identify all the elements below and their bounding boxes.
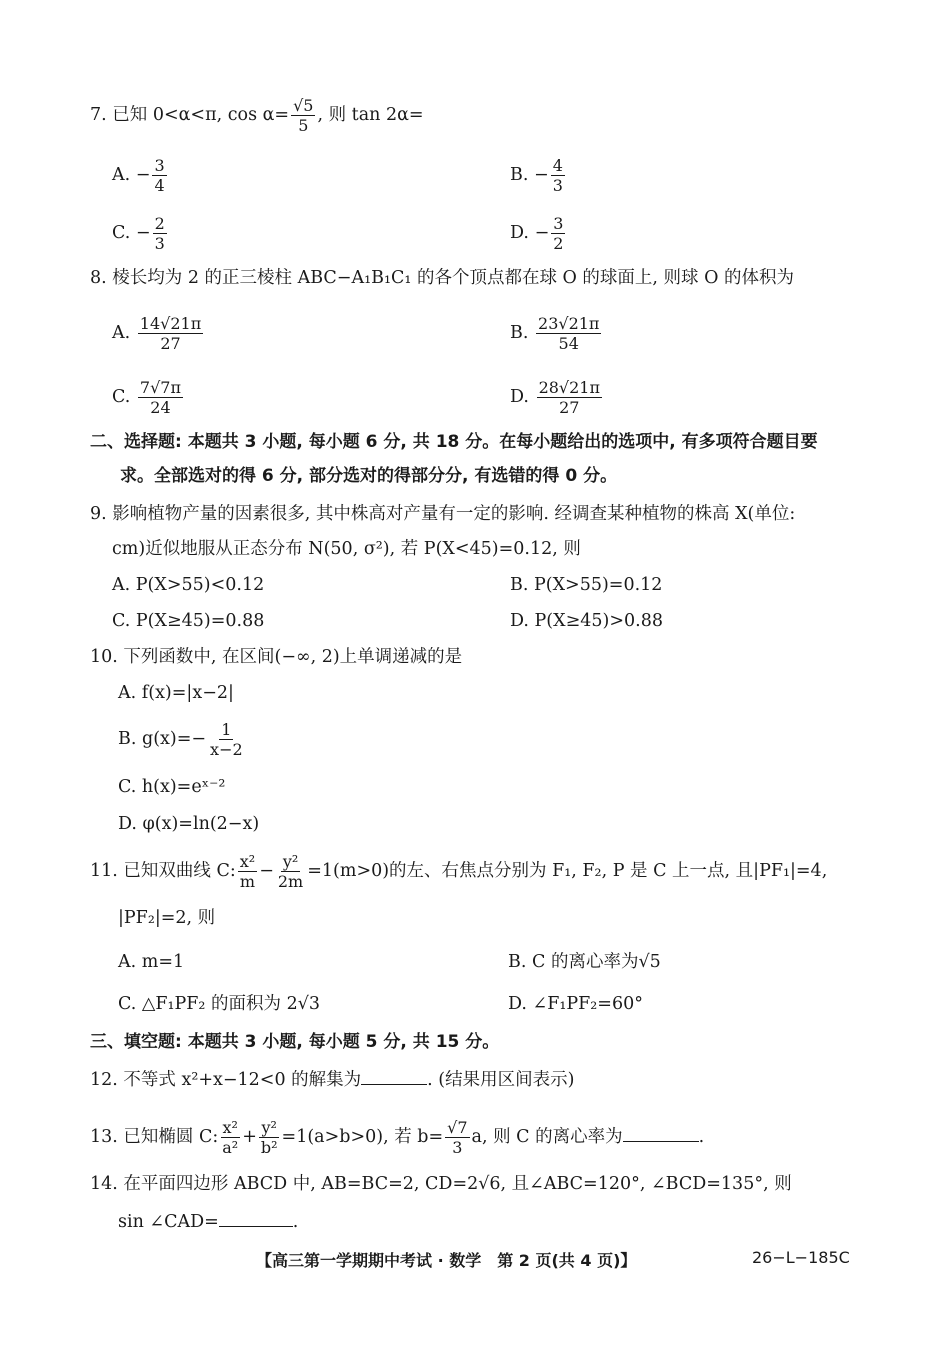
q7-stem-b: , 则 tan 2α= <box>317 105 424 125</box>
q9-stem-line1: 9. 影响植物产量的因素很多, 其中株高对产量有一定的影响. 经调查某种植物的株高 X(单位: <box>90 504 796 524</box>
q7-b-frac <box>551 156 565 195</box>
q11-option-a: A. m=1 <box>118 952 185 972</box>
q13-f1-num: x² <box>222 1118 238 1137</box>
q10-b-prefix: B. g(x)=− <box>118 729 207 749</box>
q11-minus: − <box>259 861 274 881</box>
q13-stem-d: . <box>698 1127 705 1147</box>
q13-stem-a: 13. 已知椭圆 C: <box>90 1127 219 1147</box>
q11-f1-num: x² <box>239 852 256 871</box>
q13-stem <box>90 1118 704 1157</box>
q7-b-den: 3 <box>552 176 563 195</box>
q7-b-label: B. <box>510 165 529 185</box>
q7-frac-den: 5 <box>298 116 309 135</box>
q8-b-label: B. <box>510 323 529 343</box>
q8-b-den: 54 <box>558 334 579 353</box>
q7-option-a <box>112 156 169 195</box>
q8-c-frac <box>138 378 183 417</box>
q7-d-den: 2 <box>553 234 564 253</box>
q7-c-frac <box>153 214 167 253</box>
q13-f3-den: 3 <box>452 1138 463 1157</box>
q8-option-c <box>112 378 185 417</box>
q8-option-d <box>510 378 604 417</box>
q8-d-label: D. <box>510 387 529 407</box>
section2-heading-cont: 求。全部选对的得 6 分, 部分选对的得部分分, 有选错的得 0 分。 <box>120 466 618 486</box>
q7-d-label: D. <box>510 223 529 243</box>
q11-frac1 <box>238 852 257 891</box>
q7-frac-num: √5 <box>293 96 314 115</box>
q11-stem-b: =1(m>0)的左、右焦点分别为 F₁, F₂, P 是 C 上一点, 且|PF₁|=4, <box>307 861 828 881</box>
q7-a-num: 3 <box>154 156 165 175</box>
q14-stem-line2 <box>118 1208 298 1234</box>
q11-stem <box>90 852 827 891</box>
q7-option-d <box>510 214 567 253</box>
section3-heading: 三、填空题: 本题共 3 小题, 每小题 5 分, 共 15 分。 <box>90 1032 500 1052</box>
q8-a-frac <box>138 314 203 353</box>
q13-stem-c: a, 则 C 的离心率为 <box>471 1127 623 1147</box>
q8-a-num: 14√21π <box>139 314 202 333</box>
q10-option-b <box>118 720 247 759</box>
q13-frac2 <box>259 1118 280 1157</box>
q13-answer-blank <box>623 1123 699 1142</box>
q7-stem <box>90 96 424 135</box>
q7-c-num: 2 <box>154 214 165 233</box>
section2-heading: 二、选择题: 本题共 3 小题, 每小题 6 分, 共 18 分。在每小题给出的选项中, 有多项符合题目要 <box>90 432 818 452</box>
q11-option-c: C. △F₁PF₂ 的面积为 2√3 <box>118 994 320 1014</box>
q7-c-label: C. <box>112 223 131 243</box>
q11-option-d: D. ∠F₁PF₂=60° <box>508 994 643 1014</box>
q10-option-c: C. h(x)=eˣ⁻² <box>118 777 226 797</box>
q10-b-num: 1 <box>221 720 232 739</box>
q7-stem-a: 7. 已知 0<α<π, cos α= <box>90 105 290 125</box>
q8-d-frac <box>537 378 602 417</box>
q7-a-sign: − <box>135 165 151 185</box>
q7-d-frac <box>551 214 565 253</box>
q9-stem-line2: cm)近似地服从正态分布 N(50, σ²), 若 P(X<45)=0.12, 则 <box>112 539 581 559</box>
q8-c-den: 24 <box>150 398 171 417</box>
q7-d-sign: − <box>534 223 550 243</box>
q7-c-den: 3 <box>154 234 165 253</box>
q10-option-a: A. f(x)=|x−2| <box>118 683 234 703</box>
q13-f1-den: a² <box>222 1138 239 1157</box>
page-footer-title: 【高三第一学期期中考试 · 数学 第 2 页(共 4 页)】 <box>256 1251 637 1270</box>
q9-option-d: D. P(X≥45)>0.88 <box>510 611 663 631</box>
q7-c-sign: − <box>135 223 151 243</box>
q8-d-num: 28√21π <box>538 378 600 397</box>
q11-f1-den: m <box>239 872 256 891</box>
q10-option-d: D. φ(x)=ln(2−x) <box>118 814 260 834</box>
q13-stem-b: =1(a>b>0), 若 b= <box>281 1127 444 1147</box>
q13-f2-den: b² <box>260 1138 278 1157</box>
q7-a-label: A. <box>112 165 131 185</box>
q11-option-b: B. C 的离心率为√5 <box>508 952 661 972</box>
q13-frac1 <box>220 1118 240 1157</box>
q8-a-den: 27 <box>160 334 181 353</box>
paper-code: 26−L−185C <box>752 1248 850 1267</box>
q7-b-sign: − <box>534 165 549 185</box>
q12-answer-blank <box>361 1066 427 1085</box>
q12-stem-a: 12. 不等式 x²+x−12<0 的解集为 <box>90 1070 362 1090</box>
q8-b-frac <box>536 314 601 353</box>
q11-f2-num: y² <box>282 852 299 871</box>
q8-c-num: 7√7π <box>139 378 181 397</box>
q10-stem: 10. 下列函数中, 在区间(−∞, 2)上单调递减的是 <box>90 647 463 667</box>
q7-option-b <box>510 156 567 195</box>
q9-option-b: B. P(X>55)=0.12 <box>510 575 663 595</box>
q8-stem: 8. 棱长均为 2 的正三棱柱 ABC−A₁B₁C₁ 的各个顶点都在球 O 的球面上, 则球 O 的体积为 <box>90 268 795 288</box>
q13-frac3 <box>445 1118 469 1157</box>
q13-f3-num: √7 <box>447 1118 468 1137</box>
q7-d-num: 3 <box>553 214 564 233</box>
q10-b-frac <box>208 720 245 759</box>
q12-stem <box>90 1066 574 1092</box>
q11-frac2 <box>276 852 305 891</box>
q7-a-frac <box>152 156 166 195</box>
q9-option-c: C. P(X≥45)=0.88 <box>112 611 265 631</box>
q14-stem-line1: 14. 在平面四边形 ABCD 中, AB=BC=2, CD=2√6, 且∠ABC=120°, ∠BCD=135°, 则 <box>90 1174 792 1194</box>
q13-plus: + <box>242 1127 257 1147</box>
q8-d-den: 27 <box>559 398 580 417</box>
q11-stem-a: 11. 已知双曲线 C: <box>90 861 236 881</box>
q8-b-num: 23√21π <box>538 314 600 333</box>
q7-fraction <box>291 96 315 135</box>
q7-b-num: 4 <box>552 156 563 175</box>
q10-b-den: x−2 <box>210 740 243 759</box>
q14-answer-blank <box>219 1208 293 1227</box>
q12-stem-b: . (结果用区间表示) <box>427 1070 575 1090</box>
q8-c-label: C. <box>112 387 131 407</box>
q8-option-b <box>510 314 603 353</box>
q8-option-a <box>112 314 205 353</box>
q14-stem-b: . <box>292 1212 299 1232</box>
q7-option-c <box>112 214 169 253</box>
q8-a-label: A. <box>112 323 131 343</box>
q11-f2-den: 2m <box>277 872 304 891</box>
q14-stem-a: sin ∠CAD= <box>118 1212 219 1232</box>
q11-stem-line2: |PF₂|=2, 则 <box>118 908 216 928</box>
q7-a-den: 4 <box>154 176 165 195</box>
q13-f2-num: y² <box>261 1118 277 1137</box>
q9-option-a: A. P(X>55)<0.12 <box>112 575 265 595</box>
